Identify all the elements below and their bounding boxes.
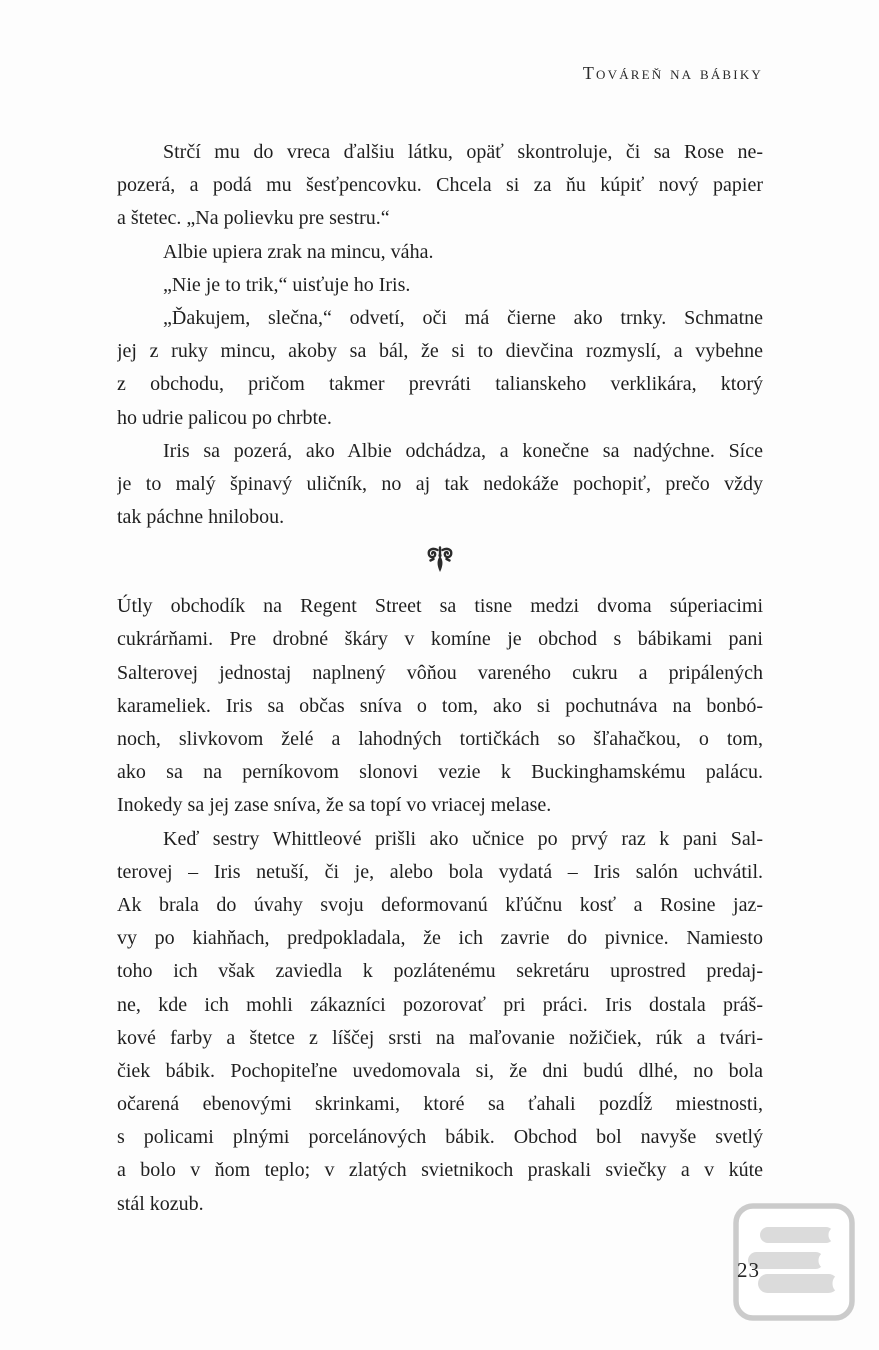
text-line: s policami plnými porcelánových bábik. Obchod bol navyše svetlý bbox=[117, 1126, 763, 1149]
body-text bbox=[117, 136, 763, 1221]
paragraph bbox=[117, 435, 763, 535]
text-line: ho udrie palicou po chrbte. bbox=[117, 406, 332, 429]
text-line: karameliek. Iris sa občas sníva o tom, ako si pochutnáva na bonbó- bbox=[117, 694, 763, 717]
text-line: ne, kde ich mohli zákazníci pozorovať pri práci. Iris dostala práš- bbox=[117, 993, 763, 1016]
paragraph bbox=[117, 823, 763, 1221]
text-line: Albie upiera zrak na mincu, váha. bbox=[163, 240, 434, 263]
fleuron-ornament-icon bbox=[424, 545, 456, 580]
text-line: a bolo v ňom teplo; v zlatých svietnikoch praskali sviečky a v kúte bbox=[117, 1159, 763, 1182]
text-line: očarená ebenovými skrinkami, ktoré sa ťahali pozdĺž miestnosti, bbox=[117, 1093, 763, 1116]
text-line: cukrárňami. Pre drobné škáry v komíne je obchod s bábikami pani bbox=[117, 628, 763, 651]
paragraph bbox=[117, 269, 763, 302]
paragraph bbox=[117, 136, 763, 236]
text-line: čiek bábik. Pochopiteľne uvedomovala si, že dni budú dlhé, no bola bbox=[117, 1059, 763, 1082]
text-line: toho ich však zaviedla k pozlátenému sekretáru uprostred predaj- bbox=[117, 960, 763, 983]
page-number: 23 bbox=[737, 1258, 760, 1282]
text-line: z obchodu, pričom takmer prevráti talianskeho verklikára, ktorý bbox=[117, 373, 763, 396]
running-header: Továreň na bábiky bbox=[582, 63, 763, 83]
text-line: Ak brala do úvahy svoju deformovanú kľúčnu kosť a Rosine jaz- bbox=[117, 893, 763, 916]
text-line: stál kozub. bbox=[117, 1192, 204, 1215]
text-line: Keď sestry Whittleové prišli ako učnice po prvý raz k pani Sal- bbox=[163, 827, 763, 850]
text-line: „Ďakujem, slečna,“ odvetí, oči má čierne ako trnky. Schmatne bbox=[163, 306, 763, 329]
text-line: jej z ruky mincu, akoby sa bál, že si to dievčina rozmyslí, a vybehne bbox=[117, 340, 763, 363]
text-line: noch, slivkovom želé a lahodných tortičkách so šľahačkou, o tom, bbox=[117, 728, 763, 750]
section-break bbox=[117, 534, 763, 590]
text-line: Iris sa pozerá, ako Albie odchádza, a konečne sa nadýchne. Síce bbox=[163, 439, 763, 462]
paragraph bbox=[117, 590, 763, 822]
text-line: terovej – Iris netuší, či je, alebo bola vydatá – Iris salón uchvátil. bbox=[117, 860, 763, 883]
text-line: Strčí mu do vreca ďalšiu látku, opäť skontroluje, či sa Rose ne- bbox=[163, 141, 763, 163]
text-line: a štetec. „Na polievku pre sestru.“ bbox=[117, 207, 390, 230]
text-line: kové farby a štetce z líščej srsti na maľovanie nožičiek, rúk a tvári- bbox=[117, 1026, 763, 1049]
text-line: ako sa na perníkovom slonovi vezie k Buckinghamskému palácu. bbox=[117, 761, 763, 784]
text-line: tak páchne hnilobou. bbox=[117, 506, 285, 529]
text-line: Útly obchodík na Regent Street sa tisne medzi dvoma súperiacimi bbox=[117, 595, 763, 618]
text-line: vy po kiahňach, predpokladala, že ich zavrie do pivnice. Namiesto bbox=[117, 927, 763, 950]
paragraph bbox=[117, 236, 763, 269]
text-line: „Nie je to trik,“ uisťuje ho Iris. bbox=[163, 273, 411, 296]
text-line: je to malý špinavý uličník, no aj tak nedokáže pochopiť, prečo vždy bbox=[117, 472, 763, 495]
text-line: pozerá, a podá mu šesťpencovku. Chcela si za ňu kúpiť nový papier bbox=[117, 174, 763, 197]
paragraph bbox=[117, 302, 763, 435]
text-line: Inokedy sa jej zase sníva, že sa topí vo vriacej melase. bbox=[117, 794, 552, 817]
text-line: Salterovej jednostaj naplnený vôňou vareného cukru a pripálených bbox=[117, 661, 763, 684]
